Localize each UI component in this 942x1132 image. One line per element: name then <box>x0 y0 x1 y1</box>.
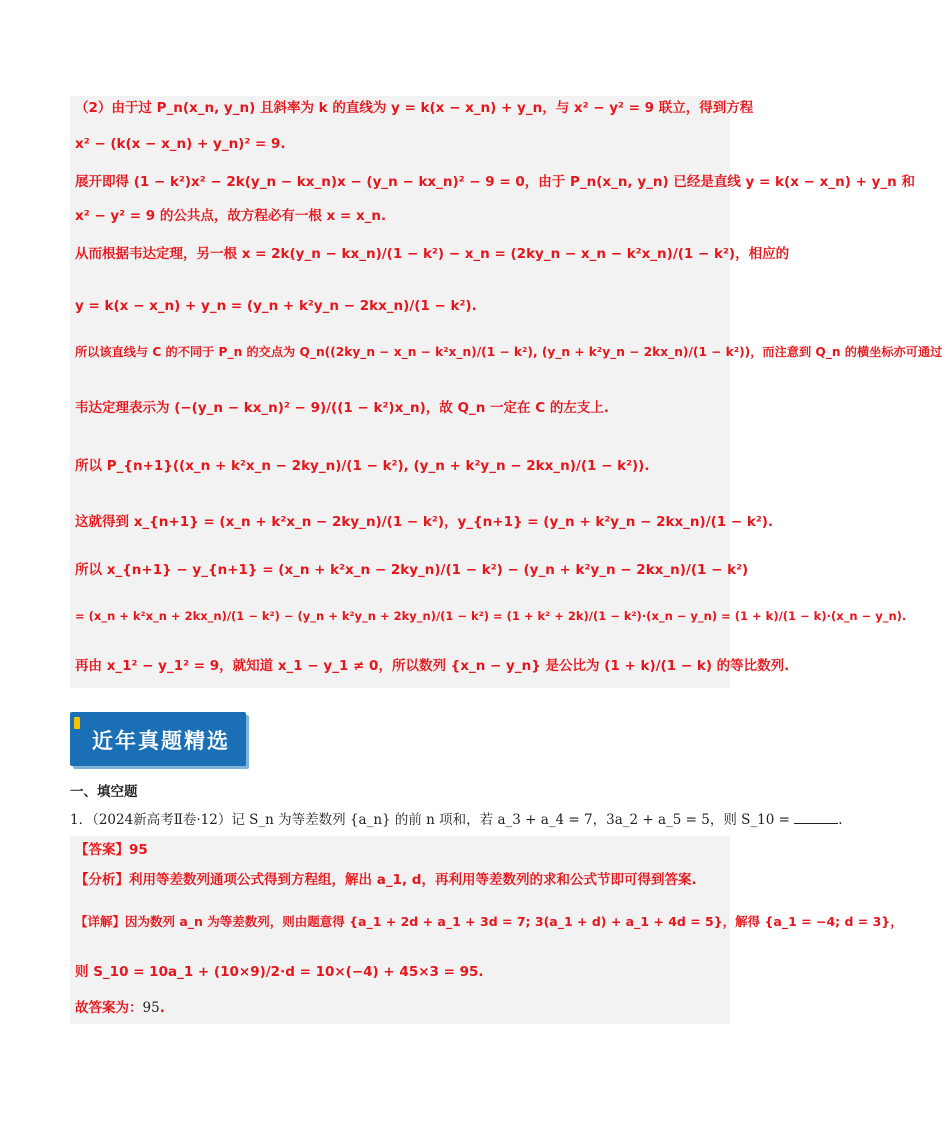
question-source: （2024新高考Ⅱ卷·12） <box>92 812 232 828</box>
section-heading: 一、填空题 <box>70 784 138 800</box>
solution-line-5: 从而根据韦达定理，另一根 x = 2k(y_n − kx_n)/(1 − k²) − x_n = (2ky_n − x_n − k²x_n)/(1 − k²)，相应的 <box>75 246 790 262</box>
question-1 <box>70 808 843 828</box>
analysis-line <box>75 870 697 890</box>
final-answer-value: 95 <box>142 1000 160 1016</box>
final-answer-label: 故答案为： <box>75 1000 143 1016</box>
answer-line <box>75 840 148 860</box>
analysis-text: 利用等差数列通项公式得到方程组，解出 a_1, d，再利用等差数列的求和公式节即可得到答案. <box>129 872 697 888</box>
detail-label: 【详解】 <box>75 914 126 929</box>
question-number: 1． <box>70 812 93 828</box>
final-answer-end: . <box>159 1000 165 1016</box>
section-banner-title: 近年真题精选 <box>92 729 230 753</box>
answer-value: 95 <box>129 842 148 858</box>
solution-line-8: 韦达定理表示为 (−(y_n − kx_n)² − 9)/((1 − k²)x_n)，故 Q_n 一定在 C 的左支上. <box>75 400 609 416</box>
section-banner <box>70 712 246 766</box>
solution-line-6: y = k(x − x_n) + y_n = (y_n + k²y_n − 2kx_n)/(1 − k²). <box>75 298 477 314</box>
banner-tab-marker <box>74 717 80 729</box>
question-end: . <box>838 812 843 828</box>
detail-line-1 <box>75 912 903 932</box>
detail-line-3 <box>75 998 165 1018</box>
solution-line-2: x² − (k(x − x_n) + y_n)² = 9. <box>75 136 286 152</box>
solution-line-1: （2）由于过 P_n(x_n, y_n) 且斜率为 k 的直线为 y = k(x − x_n) + y_n，与 x² − y² = 9 联立，得到方程 <box>75 100 754 116</box>
solution-line-11: 所以 x_{n+1} − y_{n+1} = (x_n + k²x_n − 2ky_n)/(1 − k²) − (y_n + k²y_n − 2kx_n)/(1 − k²) <box>75 562 749 578</box>
solution-line-13: 再由 x_1² − y_1² = 9，就知道 x_1 − y_1 ≠ 0，所以数列 {x_n − y_n} 是公比为 (1 + k)/(1 − k) 的等比数列. <box>75 658 790 674</box>
solution-line-4: x² − y² = 9 的公共点，故方程必有一根 x = x_n. <box>75 208 387 224</box>
solution-line-9: 所以 P_{n+1}((x_n + k²x_n − 2ky_n)/(1 − k²), (y_n + k²y_n − 2kx_n)/(1 − k²)). <box>75 458 650 474</box>
analysis-label: 【分析】 <box>75 872 129 888</box>
answer-blank <box>794 811 838 824</box>
solution-line-12: = (x_n + k²x_n + 2kx_n)/(1 − k²) − (y_n + k²y_n + 2ky_n)/(1 − k²) = (1 + k² + 2k)/(1 − k²)·(x_n − y_n) = (1 + k)/(1 − k)·(x_n − y_n). <box>75 609 907 623</box>
solution-line-3: 展开即得 (1 − k²)x² − 2k(y_n − kx_n)x − (y_n − kx_n)² − 9 = 0，由于 P_n(x_n, y_n) 已经是直线 y = k(x − x_n) + y_n 和 <box>75 174 915 190</box>
detail-line-2: 则 S_10 = 10a_1 + (10×9)/2·d = 10×(−4) + 45×3 = 95. <box>75 964 484 980</box>
solution-line-7: 所以该直线与 C 的不同于 P_n 的交点为 Q_n((2ky_n − x_n − k²x_n)/(1 − k²), (y_n + k²y_n − 2kx_n)/(1 − k²))，而注意到 Q_n 的横坐标亦可通过 <box>75 345 942 359</box>
detail-text: 因为数列 a_n 为等差数列，则由题意得 {a_1 + 2d + a_1 + 3d = 7; 3(a_1 + d) + a_1 + 4d = 5}，解得 {a_1 = −4; d = 3}， <box>125 914 903 929</box>
answer-label: 【答案】 <box>75 842 129 858</box>
solution-line-10: 这就得到 x_{n+1} = (x_n + k²x_n − 2ky_n)/(1 − k²)，y_{n+1} = (y_n + k²y_n − 2kx_n)/(1 − k²). <box>75 514 774 530</box>
question-text: 记 S_n 为等差数列 {a_n} 的前 n 项和，若 a_3 + a_4 = 7，3a_2 + a_5 = 5，则 S_10 = <box>231 812 795 828</box>
